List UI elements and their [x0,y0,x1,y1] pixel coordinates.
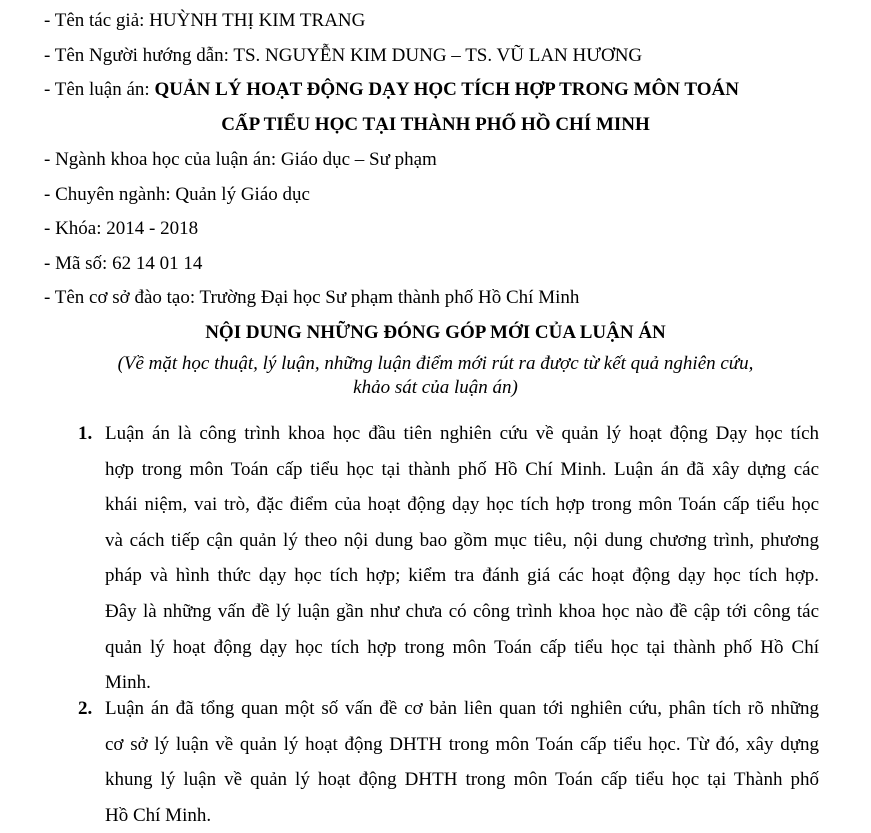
contribution-item-2 [105,691,819,833]
thesis-title-part1: QUẢN LÝ HOẠT ĐỘNG DẠY HỌC TÍCH HỢP TRONG MÔN TOÁN [154,79,739,100]
thesis-title-line [44,77,739,103]
section-heading: NỘI DUNG NHỮNG ĐÓNG GÓP MỚI CỦA LUẬN ÁN [205,322,666,343]
major-line: - Chuyên ngành: Quản lý Giáo dục [44,184,310,205]
thesis-title-part2: CẤP TIỂU HỌC TẠI THÀNH PHỐ HỒ CHÍ MINH [221,114,650,135]
paragraph-line: và cách tiếp cận quản lý theo nội dung bao gồm mục tiêu, nội dung chương trình, phương [105,529,819,551]
paragraph-line: Minh. [105,672,151,694]
paragraph-line: Luận án đã tổng quan một số vấn đề cơ bản liên quan tới nghiên cứu, phân tích rõ những [105,698,819,719]
author-line: - Tên tác giả: HUỲNH THỊ KIM TRANG [44,10,366,31]
code-line: - Mã số: 62 14 01 14 [44,253,203,274]
paragraph-line: khái niệm, vai trò, đặc điểm của hoạt động dạy học tích hợp trong môn Toán cấp tiểu học [105,494,819,516]
paragraph-line: hợp trong môn Toán cấp tiểu học tại thành phố Hồ Chí Minh. Luận án đã xây dựng các [105,458,819,480]
item-number-2: 2. [78,698,93,719]
paragraph-line: cơ sở lý luận về quản lý hoạt động DHTH trong môn Toán cấp tiểu học. Từ đó, xây dựng [105,733,819,755]
section-subtitle-line2: khảo sát của luận án) [353,377,518,398]
paragraph-line: khung lý luận về quản lý hoạt động DHTH trong môn Toán cấp tiểu học tại Thành phố [105,769,819,791]
paragraph-line: Đây là những vấn đề lý luận gần như chưa có công trình khoa học nào đề cập tới công tác [105,600,819,622]
paragraph-line: Hồ Chí Minh. [105,804,212,826]
paragraph-line: Luận án là công trình khoa học đầu tiên nghiên cứu về quản lý hoạt động Dạy học tích [105,423,819,444]
item-number-1: 1. [78,423,93,444]
thesis-label: - Tên luận án: [44,79,155,100]
course-line: - Khóa: 2014 - 2018 [44,218,199,239]
advisors-line: - Tên Người hướng dẫn: TS. NGUYỄN KIM DUNG – TS. VŨ LAN HƯƠNG [44,45,643,66]
paragraph-line: pháp và hình thức dạy học tích hợp; kiểm tra đánh giá các hoạt động dạy học tích hợp. [105,565,819,587]
institution-line: - Tên cơ sở đào tạo: Trường Đại học Sư phạm thành phố Hồ Chí Minh [44,287,580,308]
paragraph-line: quản lý hoạt động dạy học tích hợp trong môn Toán cấp tiểu học tại thành phố Hồ Chí [105,636,819,658]
section-subtitle-line1: (Về mặt học thuật, lý luận, những luận điểm mới rút ra được từ kết quả nghiên cứu, [117,353,754,374]
field-line: - Ngành khoa học của luận án: Giáo dục – Sư phạm [44,149,437,170]
contribution-item-1 [105,416,819,701]
